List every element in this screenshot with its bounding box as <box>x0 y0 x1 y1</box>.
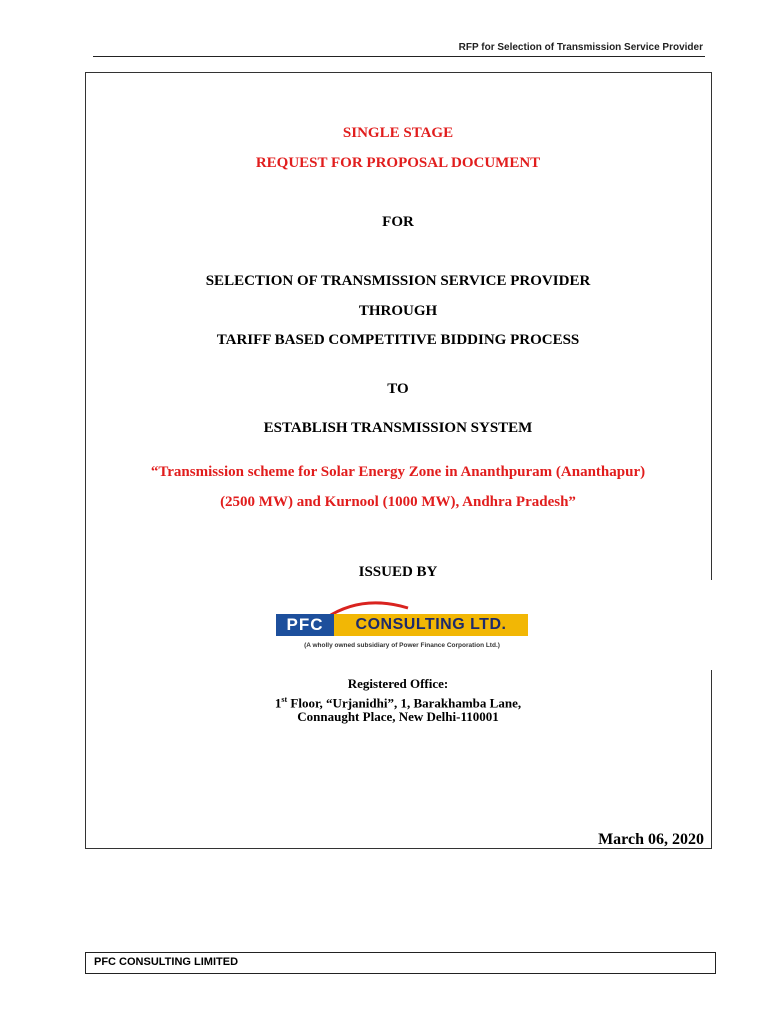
logo-consulting-text: CONSULTING LTD. <box>334 614 528 636</box>
running-header: RFP for Selection of Transmission Service Provider <box>458 42 703 53</box>
scheme-title-line-2: (2500 MW) and Kurnool (1000 MW), Andhra Pradesh” <box>220 494 576 510</box>
logo-wordmark <box>276 614 528 636</box>
cover-frame <box>85 72 712 849</box>
floor-number: 1 <box>274 695 282 711</box>
cover-frame-right-top <box>711 72 712 580</box>
cover-line-selection: SELECTION OF TRANSMISSION SERVICE PROVIDER <box>205 273 591 289</box>
cover-line-rfp: REQUEST FOR PROPOSAL DOCUMENT <box>255 155 541 171</box>
cover-line-for: FOR <box>382 214 414 230</box>
pfc-consulting-logo <box>270 600 534 656</box>
footer-box <box>85 952 716 974</box>
cover-line-process: TARIFF BASED COMPETITIVE BIDDING PROCESS <box>216 332 580 348</box>
logo-subtitle: (A wholly owned subsidiary of Power Finance Corporation Ltd.) <box>304 642 500 649</box>
logo-pfc-text: PFC <box>276 614 334 636</box>
cover-line-through: THROUGH <box>358 303 438 319</box>
floor-suffix: st <box>281 695 288 704</box>
footer-company: PFC CONSULTING LIMITED <box>94 956 239 968</box>
address-line-2-rest: Floor, “Urjanidhi”, 1, Barakhamba Lane, <box>287 695 522 711</box>
cover-frame-right-bottom <box>711 670 712 849</box>
header-rule <box>93 56 705 57</box>
issued-by-label: ISSUED BY <box>358 564 438 580</box>
scheme-title-line-1: “Transmission scheme for Solar Energy Zone in Ananthpuram (Ananthapur) <box>150 464 646 480</box>
registered-office-title: Registered Office: <box>347 676 449 691</box>
cover-line-single-stage: SINGLE STAGE <box>342 125 454 141</box>
cover-line-establish: ESTABLISH TRANSMISSION SYSTEM <box>263 420 533 436</box>
cover-line-to: TO <box>387 381 409 397</box>
issue-date: March 06, 2020 <box>598 831 704 848</box>
address-line-3: Connaught Place, New Delhi-110001 <box>297 709 499 724</box>
